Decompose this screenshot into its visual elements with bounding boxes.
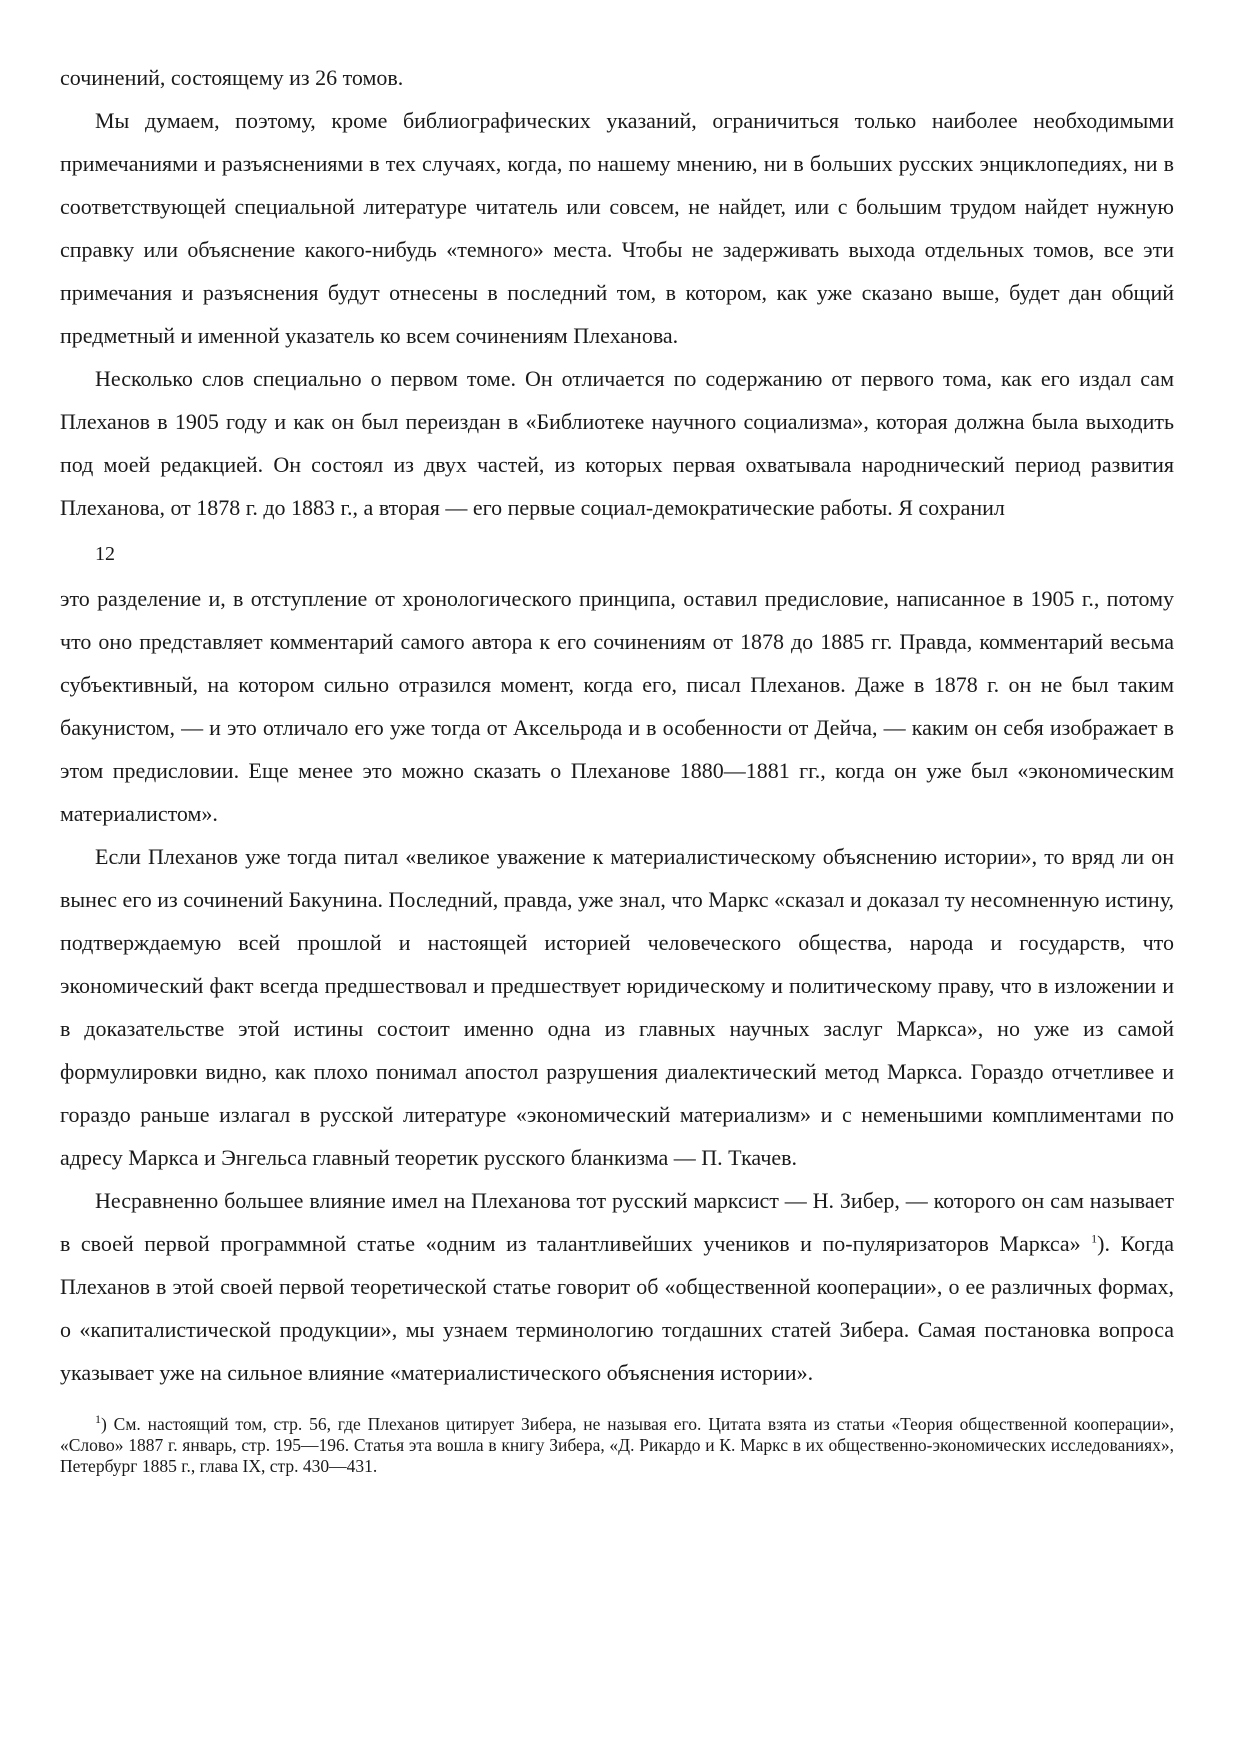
footnote-reference[interactable]: 1 [1091,1231,1098,1246]
footnote [60,1414,1174,1477]
paragraph-ziber [60,1179,1174,1394]
paragraph-bakunin: Если Плеханов уже тогда питал «великое уважение к материалистическому объяснению истории», то вряд ли он вынес его из сочинений Бакунина. Последний, правда, уже знал, что Маркс «сказал и доказал ту несомненную истину, подтверждаемую всей прошлой и настоящей историей человеческого общества, народа и государств, что экономический факт всегда предшествовал и предшествует юридическому и политическому праву, что в изложении и в доказательстве этой истины состоит именно одна из главных научных заслуг Маркса», но уже из самой формулировки видно, как плохо понимал апостол разрушения диалектический метод Маркса. Гораздо отчетливее и гораздо раньше излагал в русской литературе «экономический материализм» и с неменьшими комплиментами по адресу Маркса и Энгельса главный теоретик русского бланкизма — П. Ткачев. [60,844,1174,1170]
page-number: 12 [95,543,115,565]
paragraph-first-volume: Несколько слов специально о первом томе. Он отличается по содержанию от первого тома, как его издал сам Плеханов в 1905 году и как он был переиздан в «Библиотеке научного социализма», которая должна была выходить под моей редакцией. Он состоял из двух частей, из которых первая охватывала народнический период развития Плеханова, от 1878 г. до 1883 г., а вторая — его первые социал-демократические работы. Я сохранил [60,366,1174,520]
paragraph-ziber-end: ). Когда Плеханов в этой своей первой теоретической статье говорит об «общественной кооперации», о ее различных формах, о «капиталистической продукции», мы узнаем терминологию тогдашних статей Зибера. Самая постановка вопроса указывает уже на сильное влияние «материалистического объяснения истории». [60,1231,1174,1385]
paragraph-ziber-start: Несравненно большее влияние имел на Плеханова тот русский марксист — Н. Зибер, — которого он сам называет в своей первой программной статье «одним из талантливейших учеников и по-пуляризаторов Маркса» [60,1188,1174,1256]
paragraph-division: это разделение и, в отступление от хронологического принципа, оставил предисловие, написанное в 1905 г., потому что оно представляет комментарий самого автора к его сочинениям от 1878 до 1885 гг. Правда, комментарий весьма субъективный, на котором сильно отразился момент, когда его, писал Плеханов. Даже в 1878 г. он не был таким бакунистом, — и это отличало его уже тогда от Аксельрода и в особенности от Дейча, — каким он себя изображает в этом предисловии. Еще менее это можно сказать о Плеханове 1880—1881 гг., когда он уже был «экономическим материалистом». [60,586,1174,826]
footnote-text: ) См. настоящий том, стр. 56, где Плеханов цитирует Зибера, не называя его. Цитата взята из статьи «Теория общественной кооперации», «Слово» 1887 г. январь, стр. 195—196. Статья эта вошла в книгу Зибера, «Д. Рикардо и К. Маркс в их общественно-экономических исследованиях», Петербург 1885 г., глава IX, стр. 430—431. [60,1414,1174,1476]
footnote-marker: 1 [95,1412,101,1427]
paragraph-notes: Мы думаем, поэтому, кроме библиографических указаний, ограничиться только наиболее необходимыми примечаниями и разъяснениями в тех случаях, когда, по нашему мнению, ни в больших русских энциклопедиях, ни в соответствующей специальной литературе читатель или совсем, не найдет, или с большим трудом найдет нужную справку или объяснение какого-нибудь «темного» места. Чтобы не задерживать выхода отдельных томов, все эти примечания и разъяснения будут отнесены в последний том, в котором, как уже сказано выше, будет дан общий предметный и именной указатель ко всем сочинениям Плеханова. [60,108,1174,348]
document-page [60,56,1174,1495]
paragraph-continuation: сочинений, состоящему из 26 томов. [60,65,404,90]
